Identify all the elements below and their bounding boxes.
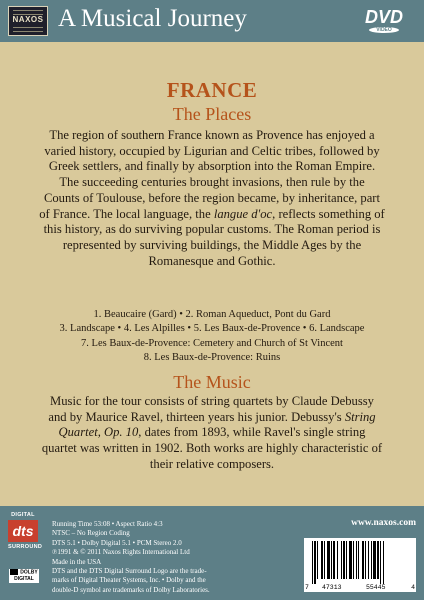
barcode-bar — [327, 541, 330, 579]
series-title: A Musical Journey — [58, 5, 247, 32]
italic-term: langue d'oc — [213, 206, 273, 221]
places-list — [8, 308, 416, 365]
italic-title: String — [344, 409, 376, 424]
barcode-digits-right: 55445 — [366, 584, 386, 591]
dvd-logo — [355, 8, 413, 36]
dvd-logo-text: DVD — [364, 7, 403, 27]
barcode-digits-left: 47313 — [322, 584, 342, 591]
logo-text: NAXOS — [12, 15, 44, 24]
barcode-bar — [312, 541, 313, 584]
barcode-bar — [356, 541, 357, 579]
music-line-mixed — [20, 425, 404, 441]
places-list-row: 1. Beaucaire (Gard) • 2. Roman Aqueduct, Pont du Gard — [93, 309, 331, 320]
places-heading: The Places — [172, 104, 252, 124]
text-segment: of France. The local language, the — [39, 206, 214, 221]
places-line: The region of southern France known as Provence has enjoyed a — [49, 128, 375, 142]
barcode-digit-last: 4 — [411, 584, 415, 591]
dts-logo-top: DIGITAL — [11, 512, 35, 518]
places-list-row: 3. Landscape • 4. Les Alpilles • 5. Les Baux-de-Provence • 6. Landscape — [59, 323, 365, 335]
barcode — [304, 538, 416, 592]
dolby-logo — [9, 569, 39, 583]
music-paragraph — [20, 394, 404, 473]
music-line-mixed — [20, 410, 404, 426]
music-heading: The Music — [173, 372, 251, 392]
tech-line: NTSC – No Region Coding — [52, 529, 130, 538]
italic-title: Quartet, Op. 10 — [58, 425, 139, 440]
barcode-bar — [341, 541, 342, 579]
tech-line: ℗1991 & © 2011 Naxos Rights International Ltd — [52, 548, 190, 557]
barcode-bar — [331, 541, 332, 579]
tech-line: DTS and the DTS Digital Surround Logo are the trade- — [52, 567, 207, 576]
tech-info — [52, 520, 302, 595]
places-list-row: 8. Les Baux-de-Provence: Ruins — [143, 351, 281, 363]
country-title: FRANCE — [166, 78, 258, 102]
barcode-digit-first: 7 — [305, 584, 309, 591]
barcode-bar — [337, 541, 338, 579]
text-segment: , reflects something of — [272, 206, 385, 221]
barcode-bar — [365, 541, 366, 579]
places-line-mixed — [20, 207, 404, 223]
barcode-bar — [368, 541, 369, 579]
barcode-bar — [324, 541, 325, 579]
footer-band — [0, 506, 424, 600]
dolby-line1: DOLBY — [20, 569, 38, 576]
barcode-digits — [304, 583, 416, 591]
places-list-row: 7. Les Baux-de-Provence: Cemetery and Church of St Vincent — [81, 337, 343, 349]
dolby-line2: DIGITAL — [14, 576, 34, 583]
logo-stripe-bottom — [13, 27, 43, 32]
places-paragraph — [20, 128, 404, 269]
barcode-bar — [321, 541, 323, 579]
text-segment: , dates from 1893, while Ravel's single string — [138, 425, 366, 440]
barcode-bar — [371, 541, 372, 579]
text-segment: and by Maurice Ravel, thirteen years his junior. Debussy's — [48, 409, 345, 424]
barcode-bar — [377, 541, 379, 579]
barcode-bar — [358, 541, 359, 579]
barcode-bar — [373, 541, 376, 579]
barcode-bar — [349, 541, 352, 579]
dts-logo — [8, 512, 43, 564]
barcode-bar — [362, 541, 364, 579]
tech-line: marks of Digital Theater Systems, Inc. • Dolby and the — [52, 576, 206, 585]
barcode-bar — [333, 541, 335, 579]
tech-line: Running Time 53:08 • Aspect Ratio 4:3 — [52, 520, 163, 528]
barcode-bar — [346, 541, 347, 579]
tech-line: Made in the USA — [52, 557, 102, 566]
places-line: Romanesque and Gothic. — [148, 253, 276, 268]
dts-logo-mark: dts — [8, 520, 38, 542]
tech-line: DTS 5.1 • Dolby Digital 5.1 • PCM Stereo 2.0 — [52, 538, 182, 547]
music-line: Music for the tour consists of string quartets by Claude Debussy — [50, 394, 374, 408]
barcode-bar — [314, 541, 316, 584]
places-line: The succeeding centuries brought invasions, then rule by the — [59, 175, 365, 190]
barcode-bars — [304, 538, 416, 584]
naxos-logo — [8, 6, 48, 36]
header-band — [0, 0, 424, 42]
places-line: Counts of Toulouse, before the region became, by inheritance, part — [43, 190, 380, 205]
website-link[interactable]: www.naxos.com — [351, 518, 416, 528]
dvd-logo-sub: VIDEO — [369, 27, 399, 33]
double-d-icon — [10, 569, 18, 575]
places-line: this history, as do surviving popular customs. The Roman period is — [43, 222, 381, 237]
music-line: quartet was written in 1902. Both works are highly characteristic of — [41, 441, 383, 456]
barcode-bar — [343, 541, 345, 579]
tech-line: double-D symbol are trademarks of Dolby Laboratories. — [52, 585, 210, 594]
places-line: represented by surviving buildings, the Middle Ages by the — [62, 237, 362, 252]
barcode-bar — [317, 541, 318, 579]
places-line: Greek settlers, and finally by absorption into the Roman Empire. — [48, 159, 376, 174]
barcode-bar — [353, 541, 354, 579]
music-line: their relative composers. — [149, 456, 275, 471]
barcode-bar — [380, 541, 381, 584]
dts-logo-bottom: SURROUND — [8, 544, 43, 550]
barcode-bar — [383, 541, 384, 584]
places-line: varied history, occupied by Ligurian and Celtic tribes, followed by — [44, 143, 380, 158]
